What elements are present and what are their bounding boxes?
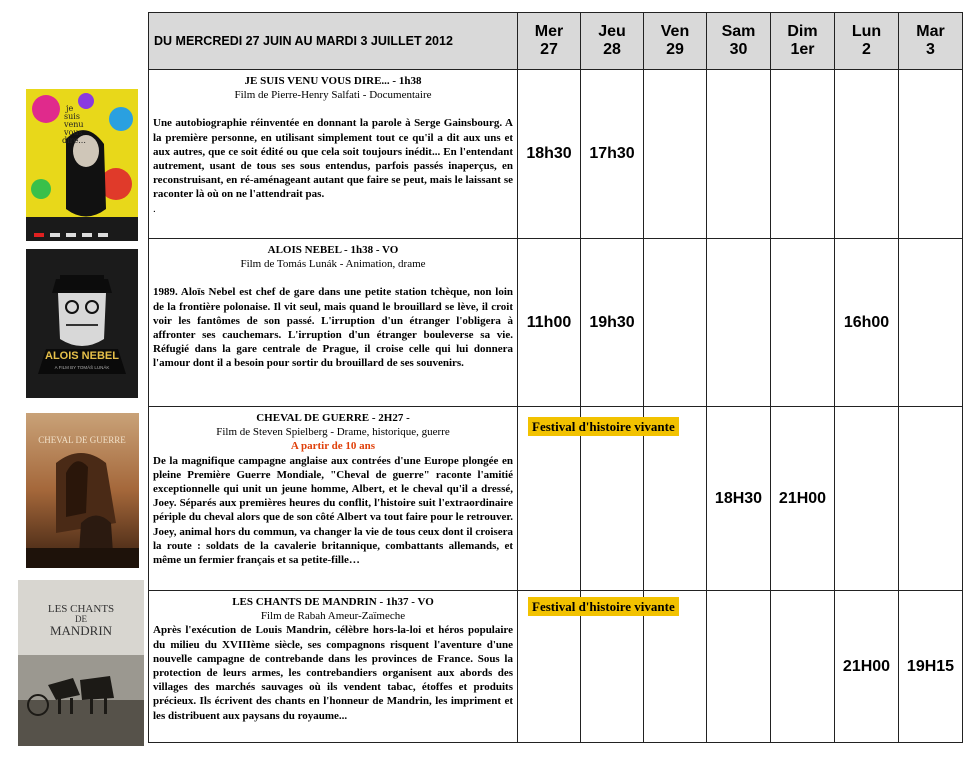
day-name: Sam — [721, 23, 756, 40]
day-number: 1er — [790, 41, 815, 58]
showtime — [835, 407, 899, 591]
day-header-jeu — [581, 13, 644, 70]
poster4-line1: LES CHANTS — [47, 603, 115, 615]
poster3-title: CHEVAL DE GUERRE — [38, 435, 126, 445]
day-number: 29 — [666, 41, 684, 58]
showtime — [771, 239, 835, 407]
day-number: 27 — [540, 41, 558, 58]
film-description: Une autobiographie réinventée en donnant la parole à Serge Gainsbourg. A la première personne, en utilisant simplement tout ce qu'il a dit aux uns et aux autres, que ce soit édité ou que cela soit toujours inédit... En l'entendant autrement, usant de tous ses sous entendus, parfois passés inaperçus, en reconstruisant, en ré-aménageant autant que faire se peut, mais le laissant se raconter là où on ne l'attendrait pas. — [153, 117, 513, 201]
showtime — [644, 239, 707, 407]
day-name: Ven — [660, 23, 690, 40]
film-subtitle: Film de Rabah Ameur-Zaïmeche — [260, 610, 406, 623]
header-row — [149, 13, 963, 70]
poster2-title: ALOIS NEBEL — [45, 350, 119, 362]
day-header-ven — [644, 13, 707, 70]
poster1-line4: vous — [64, 128, 83, 137]
film-subtitle: Film de Pierre-Henry Salfati - Documentaire — [234, 89, 432, 102]
film-description: De la magnifique campagne anglaise aux contrées d'une Europe plongée en pleine Première Guerre Mondiale, "Cheval de guerre" raconte l'amitié exceptionnelle qui unit un jeune homme, Albert, et le cheval qu'il a dressé, Joey. Séparés aux premières heures du conflit, l'histoire suit l'extraordinaire périple du cheval alors que de son côté Albert va tout faire pour le retrouver. Joey, animal hors du commun, va changer la vie de tous ceux dont il croisera la route : soldats de la cavalerie britannique, combattants allemands, et même un fermier français et sa petite-fille… — [153, 454, 513, 567]
showtime — [899, 239, 963, 407]
showtime: 19H15 — [899, 591, 963, 743]
poster-je-suis-venu-art — [26, 89, 138, 241]
poster-chants-de-mandrin-art — [18, 580, 144, 746]
poster1-line5: dire... — [62, 136, 86, 145]
poster2-sub: A FILM BY TOMÁŠ LUNÁK — [54, 365, 110, 370]
poster-alois-nebel — [26, 249, 138, 398]
day-number: 28 — [603, 41, 621, 58]
showtime: 17h30 — [581, 70, 644, 239]
film-title: LES CHANTS DE MANDRIN - 1h37 - VO — [232, 596, 434, 608]
showtime: 18h30 — [518, 70, 581, 239]
showtime — [771, 70, 835, 239]
day-name: Lun — [851, 23, 882, 40]
showtime — [835, 70, 899, 239]
day-name: Jeu — [598, 23, 626, 40]
day-name: Mar — [916, 23, 945, 40]
day-number: 30 — [729, 41, 748, 58]
poster1-line3: venu — [64, 120, 84, 129]
day-header-mer — [518, 13, 581, 70]
festival-banner: Festival d'histoire vivante — [528, 597, 679, 616]
showtime: 16h00 — [835, 239, 899, 407]
showtime — [707, 70, 771, 239]
film-info — [149, 239, 518, 407]
schedule-table — [148, 12, 963, 743]
day-name: Mer — [534, 23, 564, 40]
day-header-lun — [835, 13, 899, 70]
film-row — [149, 70, 963, 239]
film-description: Après l'exécution de Louis Mandrin, célèbre hors-la-loi et héros populaire du milieu du XVIIIème siècle, ses compagnons risquent l'aventure d'une nouvelle campagne de contrebande dans les provinces de France. Sous la protection de leurs armes, les contrebandiers organisent aux abords des villages des marchés sauvages où ils vendent tabac, étoffes et produits précieux. Ils écrivent des chants en l'honneur de Mandrin, les impriment et les distribuent aux paysans du royaume... — [153, 624, 513, 722]
age-rating: A partir de 10 ans — [290, 440, 376, 453]
showtime: 19h30 — [581, 239, 644, 407]
showtime — [899, 70, 963, 239]
film-info — [149, 70, 518, 239]
day-number: 3 — [926, 41, 935, 58]
week-title: DU MERCREDI 27 JUIN AU MARDI 3 JUILLET 2012 — [149, 13, 518, 70]
film-info — [149, 407, 518, 591]
poster1-line1: je — [66, 104, 74, 113]
poster-alois-nebel-art — [26, 249, 138, 398]
film-subtitle: Film de Steven Spielberg - Drame, historique, guerre — [216, 426, 450, 439]
showtime: 18H30 — [707, 407, 771, 591]
showtime — [771, 591, 835, 743]
showtime — [644, 70, 707, 239]
showtime: 21H00 — [835, 591, 899, 743]
film-trailing-dot: . — [153, 202, 156, 215]
film-description: 1989. Aloïs Nebel est chef de gare dans une petite station tchèque, non loin de la frontière polonaise. Il vit seul, mais quand le brouillard se lève, il croit voir les fantômes de son passé. L'irruption d'un étranger l'obligera à affronter ses cauchemars. L'irruption d'un étranger bouleverse sa vie. Réfugié dans la gare centrale de Prague, il croise celle qui lui donnera l'amour dont il a besoin pour sortir du brouillard de ses souvenirs. — [153, 286, 513, 370]
film-title: ALOIS NEBEL - 1h38 - VO — [267, 244, 399, 256]
showtime — [707, 591, 771, 743]
poster-je-suis-venu — [26, 89, 138, 241]
festival-banner: Festival d'histoire vivante — [528, 417, 679, 436]
film-info — [149, 591, 518, 743]
poster4-line2: DE — [75, 614, 87, 624]
day-name: Dim — [787, 23, 818, 40]
showtime — [707, 239, 771, 407]
day-number: 2 — [862, 41, 871, 58]
poster4-line3: MANDRIN — [49, 623, 113, 638]
film-subtitle: Film de Tomás Lunák - Animation, drame — [240, 258, 426, 271]
day-header-dim — [771, 13, 835, 70]
poster1-line2: suis — [64, 112, 80, 121]
day-header-sam — [707, 13, 771, 70]
showtime — [899, 407, 963, 591]
poster-cheval-de-guerre — [26, 413, 139, 568]
film-row — [149, 239, 963, 407]
film-title: JE SUIS VENU VOUS DIRE... - 1h38 — [244, 75, 422, 87]
day-header-mar — [899, 13, 963, 70]
poster-cheval-de-guerre-art — [26, 413, 139, 568]
poster-chants-de-mandrin — [18, 580, 144, 746]
showtime: 11h00 — [518, 239, 581, 407]
showtime: 21H00 — [771, 407, 835, 591]
film-title: CHEVAL DE GUERRE - 2H27 - — [256, 412, 410, 424]
